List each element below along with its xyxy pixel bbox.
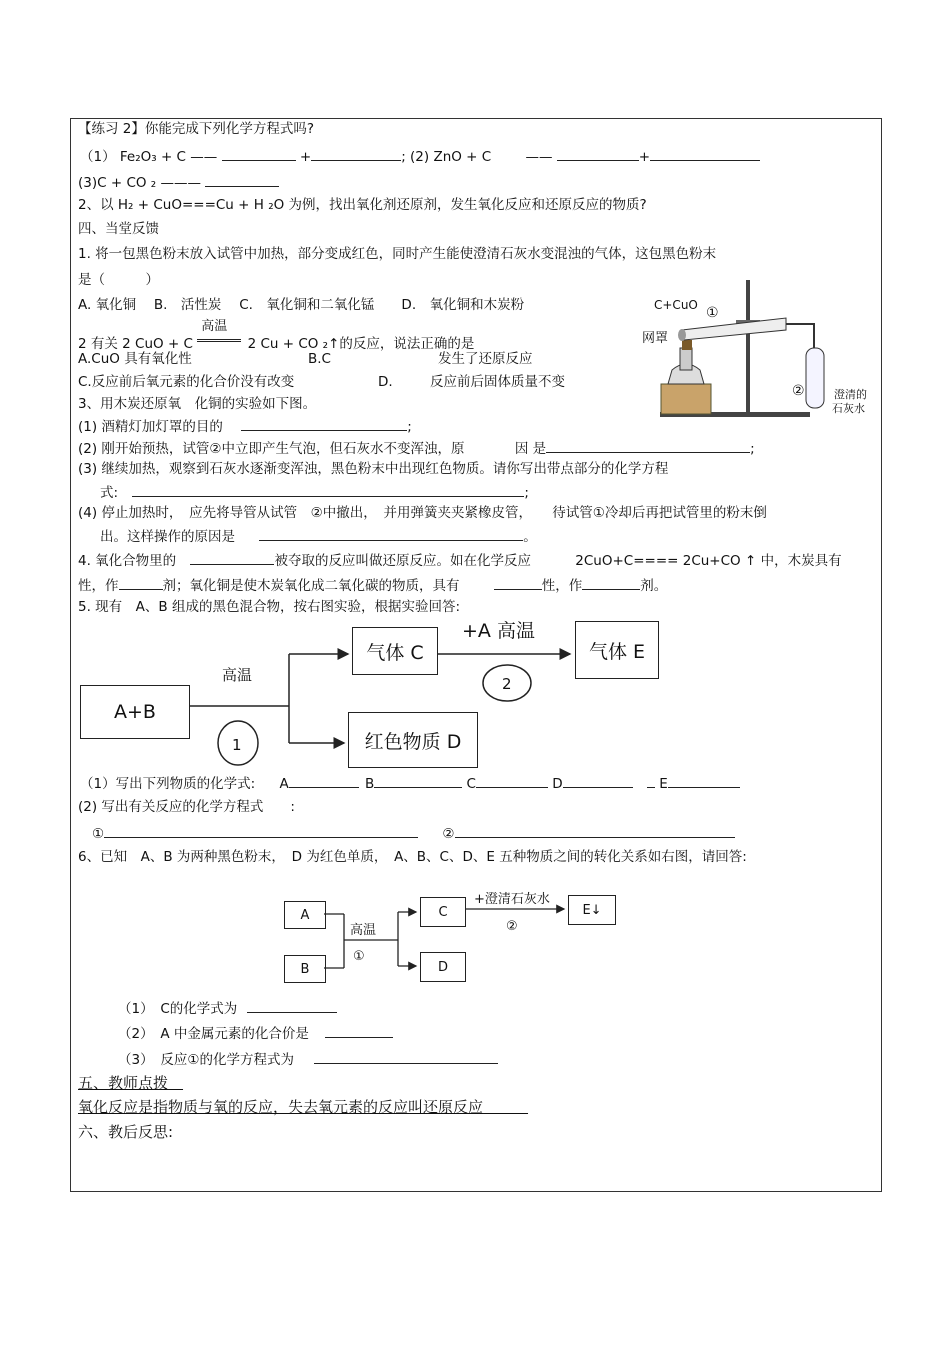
q6-part1: （1） C的化学式为 — [118, 998, 337, 1018]
section-6-title: 六、教后反思: — [78, 1123, 174, 1141]
blank[interactable] — [325, 1023, 393, 1038]
q1-options: A. 氧化铜 B. 活性炭 C. 氧化铜和二氧化锰 D. 氧化铜和木炭粉 — [78, 297, 525, 313]
apparatus-label-cuo: C+CuO — [654, 298, 698, 312]
q3-part4b: 出。这样操作的原因是 。 — [100, 526, 537, 546]
q6-title: 6、已知 A、B 为两种黑色粉末， D 为红色单质， A、B、C、D、E 五种物质之间的转化关系如右图，请回答: — [78, 849, 747, 865]
q3-part3-eq: 式: ; — [100, 482, 529, 502]
q2-option-d-text: 反应前后固体质量不变 — [430, 374, 565, 390]
q1-text: 1. 将一包黑色粉末放入试管中加热，部分变成红色，同时产生能使澄清石灰水变混浊的气体，这包黑色粉末 — [78, 246, 717, 262]
q5-part1: （1）写出下列物质的化学式: A B C D E — [80, 773, 740, 793]
q2-option-b: B.C — [308, 351, 331, 367]
apparatus-label-water2: 石灰水 — [832, 402, 865, 415]
apparatus-label-water: 澄清的 — [834, 388, 867, 401]
flow6-box-b: B — [284, 955, 326, 983]
apparatus-label-1: ① — [706, 305, 719, 321]
blank[interactable] — [314, 1049, 498, 1064]
q3-part1: (1) 酒精灯加灯罩的目的 ; — [78, 416, 412, 436]
section-5-text: 氧化反应是指物质与氧的反应，失去氧元素的反应叫还原反应 — [78, 1098, 484, 1116]
apparatus-label-2: ② — [792, 383, 805, 399]
q6-part2: （2） A 中金属元素的化合价是 — [118, 1023, 393, 1043]
flow6-box-c: C — [420, 897, 466, 927]
flow6-box-d: D — [420, 952, 466, 982]
q2-stem: 2 有关 2 CuO + C 高温 2 Cu + CO ₂↑的反应，说法正确的是 — [78, 319, 475, 352]
flow5-circle1: 1 — [232, 736, 242, 754]
q4-line1: 4. 氧化合物里的 被夺取的反应叫做还原反应。如在化学反应 2CuO+C==== 2Cu+CO ↑ 中，木炭具有 — [78, 550, 842, 570]
q3-part2: (2) 刚开始预热，试管②中立即产生气泡，但石灰水不变浑浊，原 因 是 ; — [78, 438, 755, 458]
flow5-box-ab: A+B — [80, 685, 190, 739]
apparatus-label-net: 网罩 — [642, 331, 669, 346]
q2-condition: 高温 — [201, 319, 228, 334]
flow5-cond2: +A 高温 — [462, 620, 535, 642]
q3-part3: (3) 继续加热，观察到石灰水逐渐变浑浊，黑色粉末中出现红色物质。请你写出带点部分的化学方程 — [78, 461, 669, 477]
q2-option-c: C.反应前后氧元素的化合价没有改变 — [78, 374, 295, 390]
flow6-box-e: E↓ — [568, 895, 616, 925]
q5-part2: (2) 写出有关反应的化学方程式 : — [78, 799, 295, 815]
q6-part3: （3） 反应①的化学方程式为 — [118, 1049, 498, 1069]
q1-text-2: 是（ ） — [78, 272, 159, 288]
flow5-cond1: 高温 — [222, 666, 253, 684]
q4-line2: 性，作 剂；氧化铜是使木炭氧化成二氧化碳的物质，具有 性，作 剂。 — [78, 575, 667, 595]
q2-option-b-text: 发生了还原反应 — [438, 351, 533, 367]
q2-option-a: A.CuO 具有氧化性 — [78, 351, 192, 367]
section-5-title: 五、教师点拨 — [78, 1074, 169, 1092]
q3-title: 3、用木炭还原氧 化铜的实验如下图。 — [78, 396, 317, 412]
q3-part4: (4) 停止加热时， 应先将导管从试管 ②中撤出， 并用弹簧夹夹紧橡皮管， 待试管①冷却后再把试管里的粉末倒 — [78, 505, 767, 521]
exercise-2-q2: 2、以 H₂ + CuO===Cu + H ₂O 为例，找出氧化剂还原剂，发生氧化反应和还原反应的物质? — [78, 197, 647, 213]
exercise-2-title: 【练习 2】你能完成下列化学方程式吗? — [78, 121, 315, 137]
q2-option-d: D. — [378, 374, 393, 390]
q5-title: 5. 现有 A、B 组成的黑色混合物，按右图实验，根据实验回答: — [78, 599, 461, 615]
exercise-2-line2: (3)C + CO ₂ ——— — [78, 172, 279, 192]
flow6-n1: ① — [353, 949, 365, 964]
flow5-circle2: 2 — [502, 675, 512, 693]
section-4-title: 四、当堂反馈 — [78, 221, 159, 237]
flow5-box-gas-c: 气体 C — [352, 627, 438, 675]
flow5-box-red-d: 红色物质 D — [348, 712, 478, 768]
q5-part2-eq: ① ② — [92, 823, 735, 843]
flow5-box-gas-e: 气体 E — [575, 621, 659, 679]
exercise-2-line1: （1） Fe₂O₃ + C —— + ; (2) ZnO + C —— + — [80, 146, 760, 166]
flow6-cond2: +澄清石灰水 — [474, 892, 550, 907]
flow6-box-a: A — [284, 901, 326, 929]
blank[interactable] — [247, 998, 337, 1013]
flow6-cond: 高温 — [350, 923, 377, 938]
flow6-n2: ② — [506, 919, 518, 934]
